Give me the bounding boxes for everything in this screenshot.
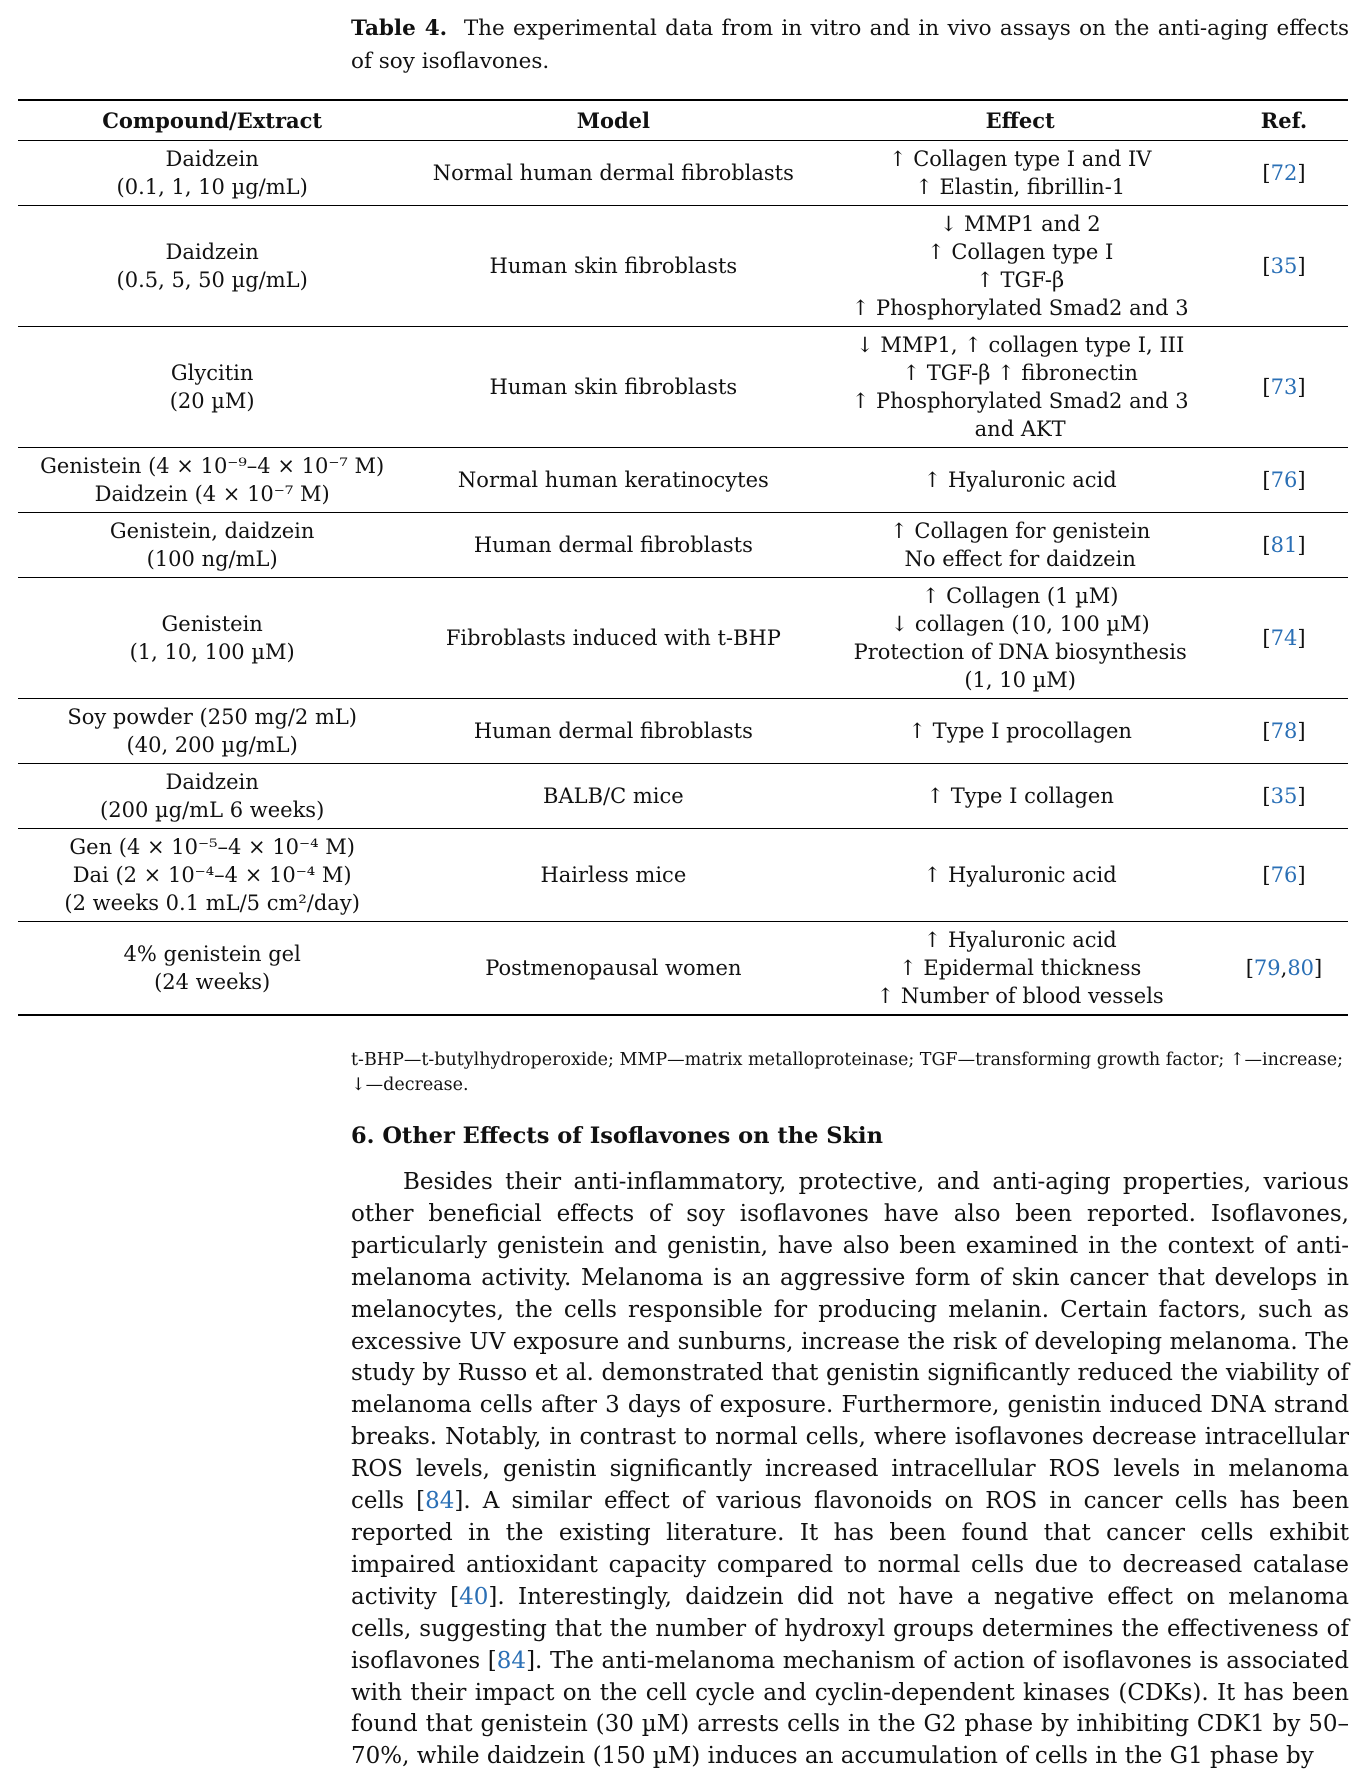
effect-cell — [820, 764, 1220, 829]
reference-link[interactable]: 35 — [1270, 254, 1298, 278]
effect-cell-line: ↑ Collagen for genistein — [890, 519, 1151, 543]
model-cell: Human dermal fibroblasts — [473, 719, 753, 743]
compound-cell-line: Dai (2 × 10⁻⁴–4 × 10⁻⁴ M) — [72, 863, 352, 887]
effect-cell-line: ↑ Phosphorylated Smad2 and 3 — [851, 296, 1189, 320]
compound-cell — [18, 513, 406, 578]
effect-cell — [820, 141, 1220, 206]
reference-link[interactable]: 72 — [1270, 161, 1298, 185]
effect-cell-line: No effect for daidzein — [904, 547, 1136, 571]
ref-cell: [78] — [1262, 719, 1306, 743]
compound-cell-line: Genistein, daidzein — [109, 519, 315, 543]
model-cell: Hairless mice — [540, 863, 687, 887]
citation-link[interactable]: 84 — [425, 1488, 455, 1515]
col-header-ref: Ref. — [1260, 107, 1308, 133]
compound-cell-line: (200 µg/mL 6 weeks) — [100, 798, 325, 822]
compound-cell-line: Glycitin — [170, 361, 254, 385]
effect-cell-line: ↑ Type I procollagen — [908, 719, 1132, 743]
reference-link[interactable]: 80 — [1287, 956, 1315, 980]
compound-cell — [18, 578, 406, 699]
compound-cell — [18, 829, 406, 922]
compound-cell-line: (24 weeks) — [154, 970, 271, 994]
paragraph-text: ]. Interestingly, daidzein did not have a negative effect on melanoma cells, suggesting that the number of hydroxyl groups determines the effectiveness of isoflavones [ — [351, 1583, 1349, 1674]
col-header-model: Model — [576, 107, 650, 133]
compound-cell — [18, 699, 406, 764]
model-cell: Fibroblasts induced with t-BHP — [445, 626, 781, 650]
table-row — [18, 141, 1348, 206]
ref-cell: [81] — [1262, 533, 1306, 557]
effect-cell-line: ↓ collagen (10, 100 µM) — [890, 612, 1150, 636]
table-row — [18, 922, 1348, 1016]
reference-link[interactable]: 78 — [1270, 719, 1298, 743]
ref-cell: [76] — [1262, 863, 1306, 887]
effect-cell — [820, 829, 1220, 922]
effect-cell-line: ↑ Collagen type I and IV — [888, 147, 1152, 171]
effect-cell-line: and AKT — [974, 417, 1066, 441]
citation-link[interactable]: 84 — [496, 1647, 527, 1674]
effect-cell — [820, 327, 1220, 448]
compound-cell-line: (1, 10, 100 µM) — [129, 640, 295, 664]
section-heading: 6. Other Effects of Isoflavones on the Skin — [351, 1123, 883, 1149]
table-row — [18, 578, 1348, 699]
model-cell: BALB/C mice — [543, 784, 684, 808]
reference-link[interactable]: 76 — [1270, 468, 1298, 492]
effect-cell-line: ↑ Hyaluronic acid — [923, 468, 1117, 492]
reference-link[interactable]: 79 — [1253, 956, 1281, 980]
compound-cell-line: Gen (4 × 10⁻⁵–4 × 10⁻⁴ M) — [69, 835, 355, 859]
ref-cell: [35] — [1262, 784, 1306, 808]
reference-link[interactable]: 74 — [1270, 626, 1298, 650]
effect-cell — [820, 922, 1220, 1016]
compound-cell-line: Soy powder (250 mg/2 mL) — [67, 705, 357, 729]
col-header-compound: Compound/Extract — [102, 107, 323, 133]
compound-cell-line: Genistein — [161, 612, 263, 636]
compound-cell-line: (2 weeks 0.1 mL/5 cm²/day) — [64, 891, 360, 915]
model-cell: Normal human dermal fibroblasts — [432, 161, 794, 185]
model-cell: Human skin fibroblasts — [489, 254, 738, 278]
compound-cell — [18, 922, 406, 1016]
effect-cell-line: ↑ Number of blood vessels — [876, 984, 1164, 1008]
effect-cell-line: ↓ MMP1, ↑ collagen type I, III — [856, 333, 1185, 357]
reference-link[interactable]: 81 — [1270, 533, 1298, 557]
effect-cell-line: ↑ Hyaluronic acid — [923, 863, 1117, 887]
model-cell: Postmenopausal women — [485, 956, 742, 980]
effect-cell-line: ↑ TGF-β ↑ fibronectin — [902, 361, 1138, 385]
effect-cell-line: Protection of DNA biosynthesis — [853, 640, 1187, 664]
paragraph-text: ]. A similar effect of various flavonoids on ROS in cancer cells has been reported in the existing literature. It has been found that cancer cells exhibit impaired antioxidant capacity compared to normal cells due to decreased catalase activity [ — [351, 1488, 1350, 1610]
effect-cell — [820, 513, 1220, 578]
compound-cell-line: (40, 200 µg/mL) — [126, 733, 298, 757]
compound-cell — [18, 764, 406, 829]
table-row — [18, 764, 1348, 829]
reference-link[interactable]: 73 — [1270, 375, 1298, 399]
ref-cell: [73] — [1262, 375, 1306, 399]
table-caption-text: The experimental data from in vitro and in vivo assays on the anti-aging effects of soy isoflavones. — [351, 16, 1349, 74]
table-row — [18, 513, 1348, 578]
paragraph-text: Besides their anti-inflammatory, protective, and anti-aging properties, various other beneficial effects of soy isoflavones have also been reported. Isoflavones, particularly genistein and genistin, have also been examined in the context of anti-melanoma activity. Melanoma is an aggressive form of skin cancer that develops in melanocytes, the cells responsible for producing melanin. Certain factors, such as excessive UV exposure and sunburns, increase the risk of developing melanoma. The study by Russo et al. demonstrated that genistin significantly reduced the viability of melanoma cells after 3 days of exposure. Furthermore, genistin induced DNA strand breaks. Notably, in contrast to normal cells, where isoflavones decrease intracellular ROS levels, genistin significantly increased intracellular ROS levels in melanoma cells [ — [351, 1169, 1349, 1515]
compound-cell — [18, 141, 406, 206]
model-cell: Normal human keratinocytes — [457, 468, 769, 492]
table-footnote: t-BHP—t-butylhydroperoxide; MMP—matrix metalloproteinase; TGF—transforming growth factor; ↑—increase; ↓—decrease. — [351, 1050, 1344, 1095]
table-body — [18, 141, 1348, 1016]
ref-cell: [35] — [1262, 254, 1306, 278]
ref-cell: [72] — [1262, 161, 1306, 185]
citation-link[interactable]: 40 — [459, 1583, 489, 1610]
effect-cell-line: ↓ MMP1 and 2 — [939, 212, 1101, 236]
compound-cell-line: Daidzein (4 × 10⁻⁷ M) — [94, 482, 330, 506]
compound-cell — [18, 206, 406, 327]
compound-cell-line: Genistein (4 × 10⁻⁹–4 × 10⁻⁷ M) — [40, 454, 385, 478]
table-row — [18, 448, 1348, 513]
effect-cell-line: (1, 10 µM) — [964, 668, 1076, 692]
effect-cell-line: ↑ Elastin, fibrillin-1 — [915, 175, 1126, 199]
reference-link[interactable]: 35 — [1270, 784, 1298, 808]
effect-cell — [820, 448, 1220, 513]
table-row — [18, 699, 1348, 764]
effect-cell — [820, 699, 1220, 764]
effect-cell — [820, 578, 1220, 699]
compound-cell-line: 4% genistein gel — [123, 942, 301, 966]
section-paragraph — [351, 1167, 1349, 1773]
table-caption-label: Table 4. — [351, 16, 448, 41]
isoflavone-anti-aging-table — [18, 99, 1348, 1016]
compound-cell-line: Daidzein — [165, 770, 259, 794]
compound-cell-line: (0.1, 1, 10 µg/mL) — [116, 175, 308, 199]
effect-cell-line: ↑ Type I collagen — [926, 784, 1114, 808]
ref-cell: [79,80] — [1245, 956, 1323, 980]
table-row — [18, 829, 1348, 922]
effect-cell-line: ↑ TGF-β — [976, 268, 1065, 292]
paragraph-text: ]. The anti-melanoma mechanism of action of isoflavones is associated with their impact on the cell cycle and cyclin-dependent kinases (CDKs). It has been found that genistein (30 µM) arrests cells in the G2 phase by inhibiting CDK1 by 50–70%, while daidzein (150 µM) induces an accumulation of cells in the G1 phase by — [351, 1647, 1350, 1770]
reference-link[interactable]: 76 — [1270, 863, 1298, 887]
model-cell: Human dermal fibroblasts — [473, 533, 753, 557]
compound-cell-line: Daidzein — [165, 147, 259, 171]
effect-cell-line: ↑ Collagen type I — [927, 240, 1114, 264]
effect-cell-line: ↑ Epidermal thickness — [899, 956, 1142, 980]
ref-cell: [76] — [1262, 468, 1306, 492]
effect-cell-line: ↑ Collagen (1 µM) — [921, 584, 1119, 608]
ref-cell: [74] — [1262, 626, 1306, 650]
table-row — [18, 327, 1348, 448]
table-header-row — [18, 100, 1348, 141]
effect-cell-line: ↑ Phosphorylated Smad2 and 3 — [851, 389, 1189, 413]
compound-cell — [18, 327, 406, 448]
compound-cell-line: Daidzein — [165, 240, 259, 264]
effect-cell — [820, 206, 1220, 327]
table-caption — [351, 12, 1349, 78]
compound-cell-line: (20 µM) — [169, 389, 255, 413]
compound-cell — [18, 448, 406, 513]
table-row — [18, 206, 1348, 327]
effect-cell-line: ↑ Hyaluronic acid — [923, 928, 1117, 952]
compound-cell-line: (0.5, 5, 50 µg/mL) — [116, 268, 308, 292]
col-header-effect: Effect — [985, 107, 1055, 133]
model-cell: Human skin fibroblasts — [489, 375, 738, 399]
compound-cell-line: (100 ng/mL) — [146, 547, 278, 571]
